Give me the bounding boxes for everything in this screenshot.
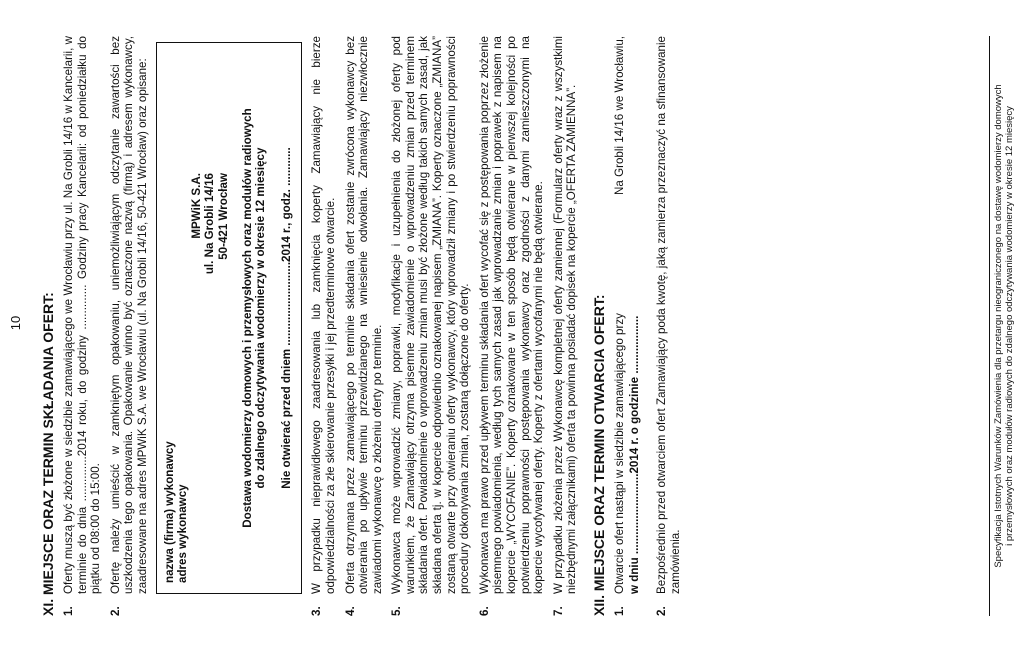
- list-item: [109, 36, 150, 616]
- subject-line-1: Dostawa wodomierzy domowych i przemysłowych oraz modułów radiowych: [240, 108, 254, 528]
- envelope-recipient: [190, 173, 231, 583]
- item-text: Oferta otrzymana przez zamawiającego po terminie składania ofert zostanie zwrócona wykonawcy bez otwierania po upływie terminu przewidzianego na wniesienie odwołania. Zamawiający niezwłocznie zawiadomi wykonawcę o złożeniu oferty po terminie.: [343, 36, 384, 594]
- list-item: [655, 36, 682, 616]
- opening-date-line: w dniu .........................2014 r. o godzinie ..................: [627, 315, 641, 594]
- item-number: 1.: [62, 606, 75, 616]
- item-text: Bezpośrednio przed otwarciem ofert Zamawiający poda kwotę, jaką zamierza przeznaczyć na sfinansowanie zamówienia.: [655, 36, 682, 594]
- sender-address: adres wykonawcy: [176, 484, 190, 583]
- item-number: 6.: [477, 606, 491, 616]
- item-number: 5.: [390, 606, 404, 616]
- item-text: Oferty muszą być złożone w siedzibie zamawiającego we Wrocławiu przy ul. Na Grobli 14/16 w Kancelarii, w terminie do dnia ..............2014 roku, do godziny .............. Godziny pracy Kancelarii: od poniedziałku do piątku od 08:00 do 15:00.: [62, 36, 103, 594]
- list-item: [62, 36, 103, 616]
- list-item: [390, 36, 472, 616]
- section-xi-heading: XI. MIEJSCE ORAZ TERMIN SKŁADANIA OFERT:: [40, 292, 56, 616]
- item-number: 2.: [108, 606, 122, 616]
- item-text: W przypadku nieprawidłowego zaadresowania lub zamknięcia koperty Zamawiający nie bierze odpowiedzialności za złe skierowanie przesyłki i jej przedterminowe otwarcie.: [310, 36, 337, 594]
- envelope-label-box: [156, 42, 303, 594]
- section-xii-heading: XII. MIEJSCE ORAZ TERMIN OTWARCIA OFERT:: [591, 294, 607, 616]
- subject-line-2: do zdalnego odczytywania wodomierzy w okresie 12 miesięcy: [254, 147, 268, 489]
- item-text: [613, 36, 649, 594]
- page-number: 10: [8, 315, 23, 331]
- opening-place-right: Na Grobli 14/16 we Wrocławiu,: [613, 36, 626, 195]
- list-item: [552, 36, 579, 616]
- item-text: W przypadku złożenia przez Wykonawcę kompletnej oferty zamiennej (Formularz oferty wraz z wszystkimi niezbędnymi załącznikami) oferta ta powinna posiadać dopisek na kopercie „OFERTA ZAMIENNA”.: [551, 36, 579, 594]
- item-number: 1.: [613, 606, 626, 616]
- opening-place-line: [613, 36, 627, 594]
- item-text: Ofertę należy umieścić w zamkniętym opakowaniu, uniemożliwiającym odczytanie zawartości bez uszkodzenia tego opakowania. Opakowanie winno być oznaczone nazwą (firmą) i adresem wykonawcy, zaadresowane na adres MPWiK S.A. we Wrocławiu (ul. Na Grobli 14/16, 50-421 Wrocław) oraz opisane:: [108, 36, 149, 594]
- item-number: 4.: [343, 606, 357, 616]
- recipient-street: ul. Na Grobli 14/16: [203, 173, 217, 275]
- envelope-subject: [241, 53, 268, 583]
- page-footer: [989, 36, 1015, 616]
- recipient-name: MPWiK S.A.: [189, 173, 203, 239]
- recipient-city: 50-421 Wrocław: [216, 173, 230, 260]
- item-text: Wykonawca ma prawo przed upływem terminu składania ofert wycofać się z postępowania poprzez złożenie pisemnego powiadomienia, według tych samych zasad jak wprowadzanie zmian i poprawek z napisem na kopercie „WYCOFANIE”. Koperty oznakowane w ten sposób będą otwierane w pierwszej kolejności po potwierdzeniu poprawności postępowania wykonawcy oraz zgodności z danymi zamieszczonymi na kopercie wycofywanej oferty. Koperty z ofertami wycofanymi nie będą otwierane.: [477, 36, 546, 594]
- list-item: [613, 36, 649, 616]
- list-item: [344, 36, 385, 616]
- footer-line-2: i przemysłowych oraz modułów radiowych do zdalnego odczytywania wodomierzy w okresie 12 miesięcy: [1004, 106, 1015, 546]
- item-number: 3.: [310, 606, 324, 616]
- item-text: Wykonawca może wprowadzić zmiany, poprawki, modyfikacje i uzupełnienia do złożonej oferty pod warunkiem, że Zamawiający otrzyma pisemne zawiadomienie o wprowadzeniu zmian przed terminem składania ofert. Powiadomienie o wprowadzeniu zmian musi być złożone według takich samych zasad, jak składana oferta tj. w kopercie odpowiednio oznakowanej napisem „ZMIANA”. Koperty oznaczone „ZMIANA” zostaną otwarte przy otwieraniu oferty wykonawcy, który wprowadził zmiany i po stwierdzeniu poprawności procedury dokonywania zmian, zostaną dołączone do oferty.: [390, 36, 472, 594]
- list-item: [310, 36, 337, 616]
- list-item: [478, 36, 546, 616]
- item-number: 2.: [655, 606, 669, 616]
- item-number: 7.: [551, 606, 565, 616]
- footer-line-1: Specyfikacja Istotnych Warunków Zamówienia dla przetargu nieograniczonego na dostawę wodomierzy domowych: [993, 84, 1004, 568]
- opening-place-left: Otwarcie ofert nastąpi w siedzibie zamawiającego przy: [613, 313, 626, 594]
- sender-name: nazwa (firma) wykonawcy: [162, 441, 176, 583]
- envelope-sender: [163, 441, 190, 583]
- envelope-warning: Nie otwierać przed dniem ..........................2014 r., godz. ............: [279, 147, 293, 489]
